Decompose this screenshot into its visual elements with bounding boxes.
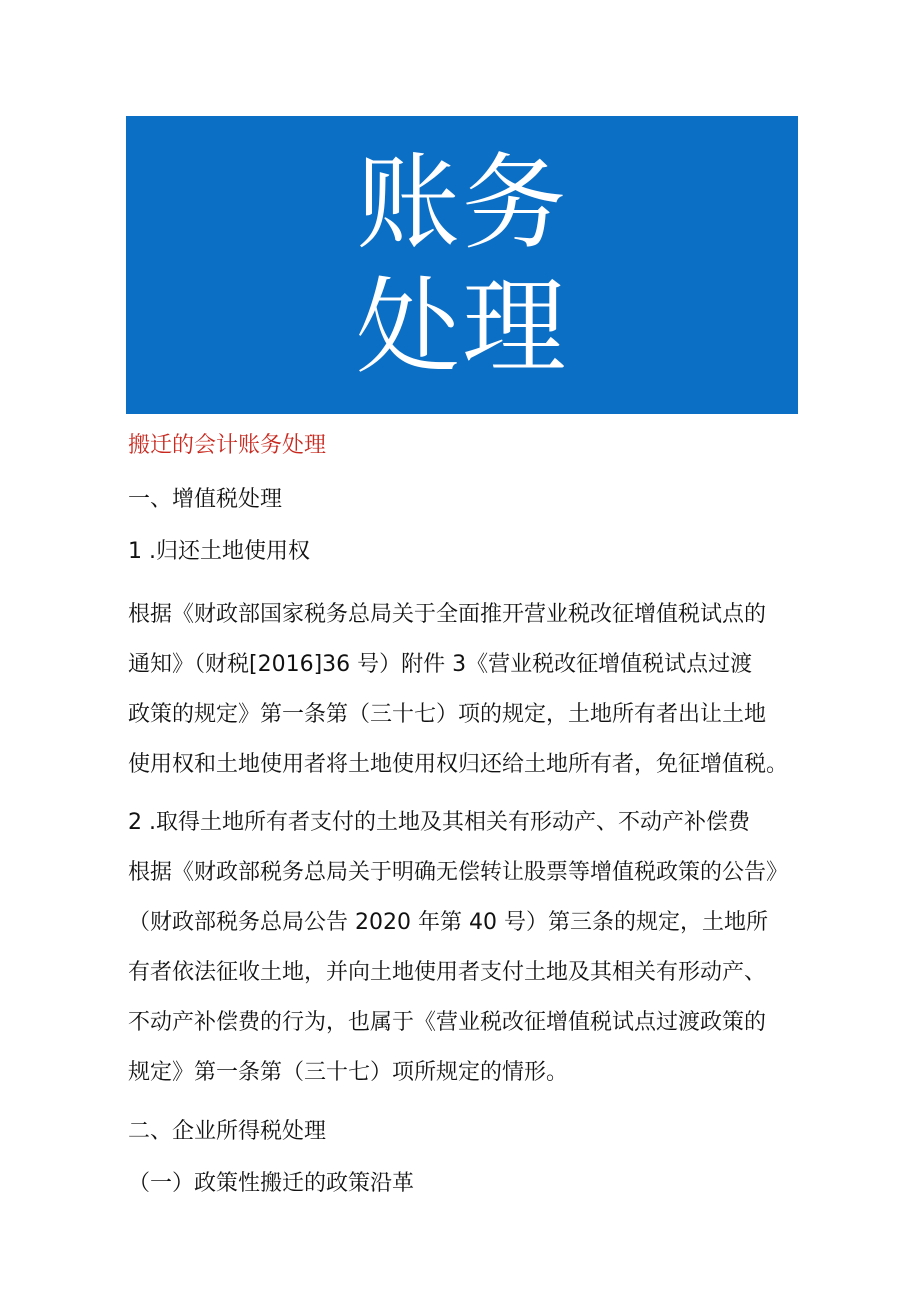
- paragraph-compensation: 根据《财政部税务总局关于明确无偿转让股票等增值税政策的公告》 （财政部税务总局公告 2020 年第 40 号）第三条的规定，土地所 有者依法征收土地，并向土地使用者支付土地及其相关有形动产、 不动产补偿费的行为，也属于《营业税改征增值税试点过渡政策的 规定》第一条第（三十七）项所规定的情形。: [128, 860, 789, 1085]
- title-banner: [126, 116, 798, 414]
- item-heading-compensation: 2 .取得土地所有者支付的土地及其相关有形动产、不动产补偿费: [128, 810, 750, 835]
- subsection-heading-policy-history: （一）政策性搬迁的政策沿革: [128, 1171, 415, 1196]
- banner-title-line-2: 处理: [355, 266, 568, 388]
- document-body: [128, 424, 808, 1214]
- document-title: 搬迁的会计账务处理: [128, 433, 327, 458]
- section-heading-vat: 一、增值税处理: [128, 487, 283, 512]
- paragraph-land-use-right: 根据《财政部国家税务总局关于全面推开营业税改征增值税试点的 通知》（财税[2016]36 号）附件 3《营业税改征增值税试点过渡 政策的规定》第一条第（三十七）项的规定，土地所有者出让土地 使用权和土地使用者将土地使用权归还给土地所有者，免征增值税。: [128, 602, 789, 777]
- banner-title-line-1: 账务: [355, 142, 568, 264]
- section-heading-corporate-income-tax: 二、企业所得税处理: [128, 1119, 327, 1144]
- item-heading-return-land-use-right: 1 .归还土地使用权: [128, 539, 310, 564]
